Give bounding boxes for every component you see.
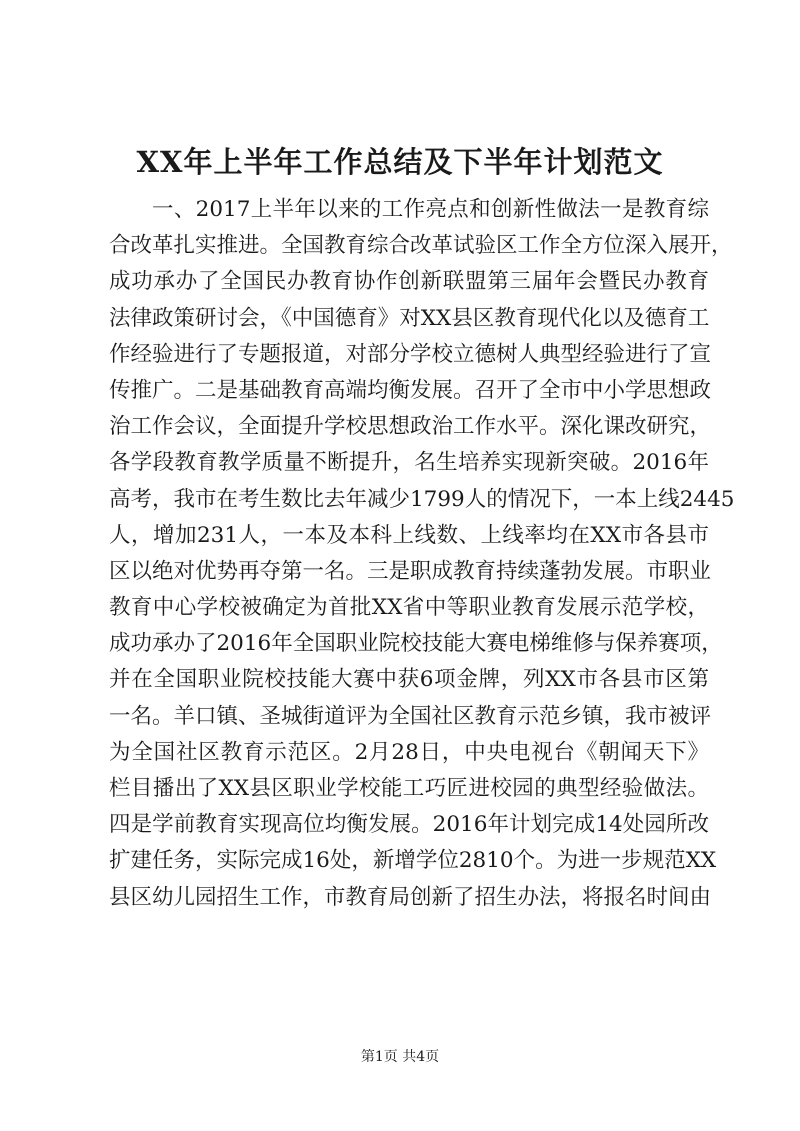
body-line: 区以绝对优势再夺第一名。三是职成教育持续蓬勃发展。市职业 (109, 558, 712, 584)
body-line: 一、2017上半年以来的工作亮点和创新性做法一是教育综 (152, 197, 709, 222)
body-line: 传推广。二是基础教育高端均衡发展。召开了全市中小学思想政 (109, 377, 712, 403)
body-line: 一名。羊口镇、圣城街道评为全国社区教育示范乡镇，我市被评 (109, 703, 712, 729)
body-line: 四是学前教育实现高位均衡发展。2016年计划完成14处园所改 (109, 812, 709, 838)
body-line: 治工作会议，全面提升学校思想政治工作水平。深化课改研究， (109, 414, 712, 440)
body-line: 为全国社区教育示范区。2月28日，中央电视台《朝闻天下》 (109, 739, 709, 765)
body-line: 扩建任务，实际完成16处，新增学位2810个。为进一步规范XX (109, 848, 717, 874)
body-line: 人，增加231人，一本及本科上线数、上线率均在XX市各县市 (109, 522, 709, 548)
body-line: 高考，我市在考生数比去年减少1799人的情况下，一本上线2445 (109, 486, 735, 512)
body-line: 成功承办了2016年全国职业院校技能大赛电梯维修与保养赛项， (109, 631, 723, 657)
body-line: 教育中心学校被确定为首批XX省中等职业教育发展示范学校， (109, 595, 709, 621)
body-line: 作经验进行了专题报道，对部分学校立德树人典型经验进行了宣 (109, 341, 712, 367)
body-line: 各学段教育教学质量不断提升，名生培养实现新突破。2016年 (109, 450, 709, 476)
body-line: 并在全国职业院校技能大赛中获6项金牌，列XX市各县市区第 (109, 667, 709, 693)
page-footer: 第1页 共4页 (360, 1049, 440, 1065)
document-body (109, 192, 735, 916)
body-line: 合改革扎实推进。全国教育综合改革试验区工作全方位深入展开， (109, 233, 733, 259)
body-line: 县区幼儿园招生工作，市教育局创新了招生办法，将报名时间由 (109, 884, 712, 910)
body-line: 成功承办了全国民办教育协作创新联盟第三届年会暨民办教育 (109, 269, 709, 295)
document-title: XX年上半年工作总结及下半年计划范文 (136, 145, 664, 179)
body-line: 法律政策研讨会，《中国德育》对XX县区教育现代化以及德育工 (109, 305, 710, 331)
body-line: 栏目播出了XX县区职业学校能工巧匠进校园的典型经验做法。 (109, 776, 709, 801)
